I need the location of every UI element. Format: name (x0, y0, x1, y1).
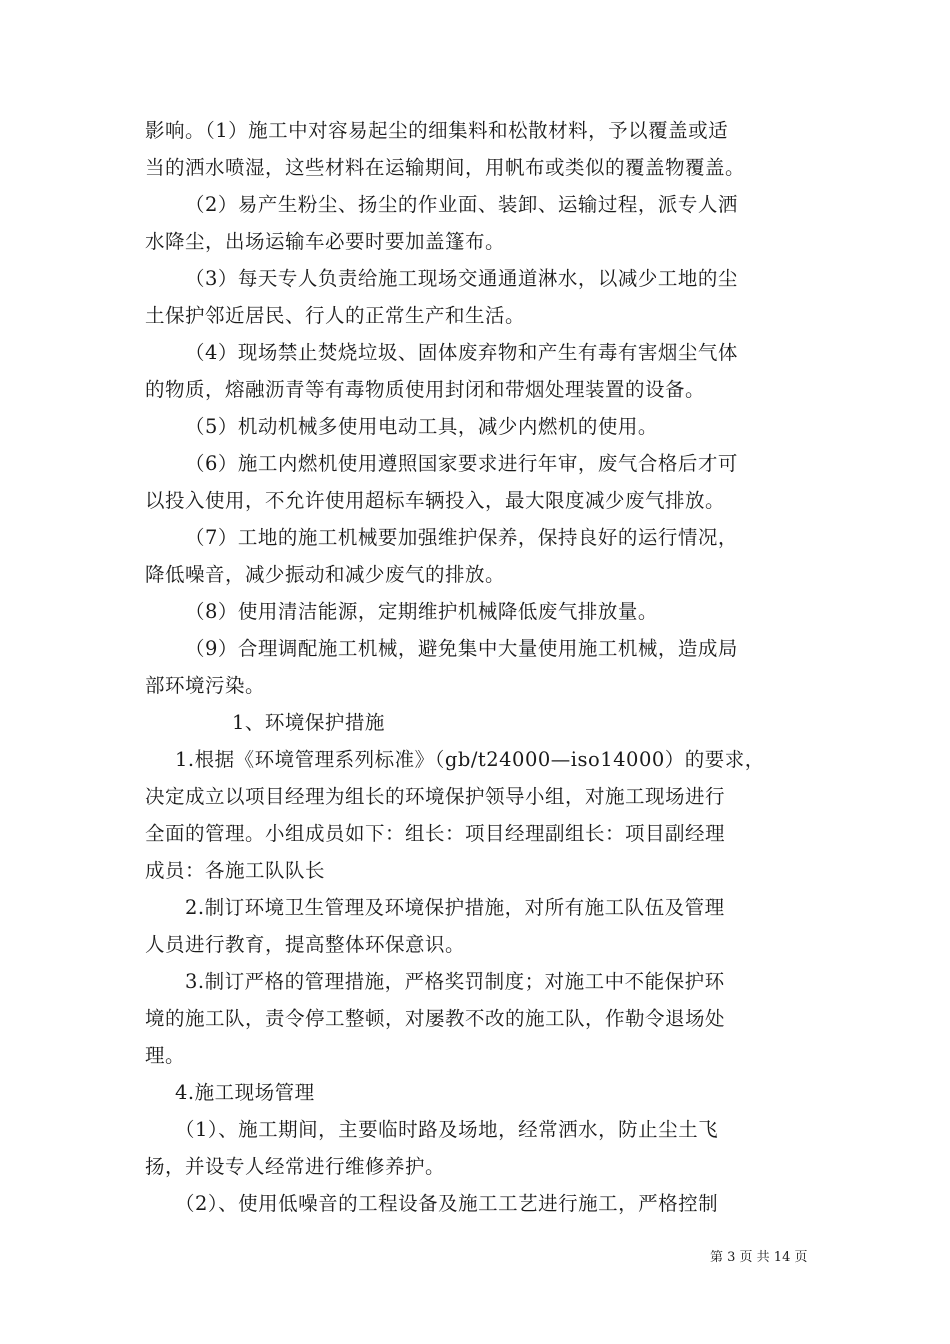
text-line: 2.制订环境卫生管理及环境保护措施，对所有施工队伍及管理 (185, 896, 725, 919)
text-line: （4）现场禁止焚烧垃圾、固体废弃物和产生有毒有害烟尘气体 (185, 341, 738, 364)
text-line: 理。 (145, 1044, 186, 1067)
text-line: 土保护邻近居民、行人的正常生产和生活。 (145, 304, 526, 327)
text-line: （3）每天专人负责给施工现场交通通道淋水，以减少工地的尘 (185, 267, 738, 290)
text-line: 当的洒水喷湿，这些材料在运输期间，用帆布或类似的覆盖物覆盖。 (145, 156, 746, 179)
text-line: （5）机动机械多使用电动工具，减少内燃机的使用。 (185, 415, 658, 438)
text-line: （7）工地的施工机械要加强维护保养，保持良好的运行情况， (185, 526, 738, 549)
text-line: （9）合理调配施工机械，避免集中大量使用施工机械，造成局 (185, 637, 738, 660)
page-number: 第 3 页 共 14 页 (710, 1250, 808, 1265)
text-line: 1.根据《环境管理系列标准》（gb/t24000—iso14000）的要求， (175, 748, 765, 771)
text-line: （2）易产生粉尘、扬尘的作业面、装卸、运输过程，派专人洒 (185, 193, 738, 216)
text-line: （6）施工内燃机使用遵照国家要求进行年审，废气合格后才可 (185, 452, 738, 475)
subsection-heading: 4.施工现场管理 (175, 1081, 315, 1104)
text-line: （1）、施工期间，主要临时路及场地，经常洒水，防止尘土飞 (175, 1118, 719, 1141)
body-text (145, 112, 810, 1222)
text-line: 以投入使用，不允许使用超标车辆投入，最大限度减少废气排放。 (145, 489, 726, 512)
text-line: 部环境污染。 (145, 674, 266, 697)
text-line: 影响。（1）施工中对容易起尘的细集料和松散材料，予以覆盖或适 (145, 119, 729, 142)
text-line: 扬，并设专人经常进行维修养护。 (145, 1155, 446, 1178)
text-line: （2）、使用低噪音的工程设备及施工工艺进行施工，严格控制 (175, 1192, 719, 1215)
text-line: （8）使用清洁能源，定期维护机械降低废气排放量。 (185, 600, 658, 623)
text-line: 3.制订严格的管理措施，严格奖罚制度；对施工中不能保护环 (185, 970, 725, 993)
text-line: 全面的管理。小组成员如下：组长：项目经理副组长：项目副经理 (145, 822, 726, 845)
text-line: 水降尘，出场运输车必要时要加盖篷布。 (145, 230, 506, 253)
text-line: 降低噪音，减少振动和减少废气的排放。 (145, 563, 506, 586)
section-heading: 1、环境保护措施 (232, 711, 385, 734)
text-line: 境的施工队，责令停工整顿，对屡教不改的施工队，作勒令退场处 (145, 1007, 726, 1030)
text-line: 决定成立以项目经理为组长的环境保护领导小组，对施工现场进行 (145, 785, 726, 808)
text-line: 成员：各施工队队长 (145, 859, 326, 882)
text-line: 人员进行教育，提高整体环保意识。 (145, 933, 466, 956)
text-line: 的物质，熔融沥青等有毒物质使用封闭和带烟处理装置的设备。 (145, 378, 706, 401)
